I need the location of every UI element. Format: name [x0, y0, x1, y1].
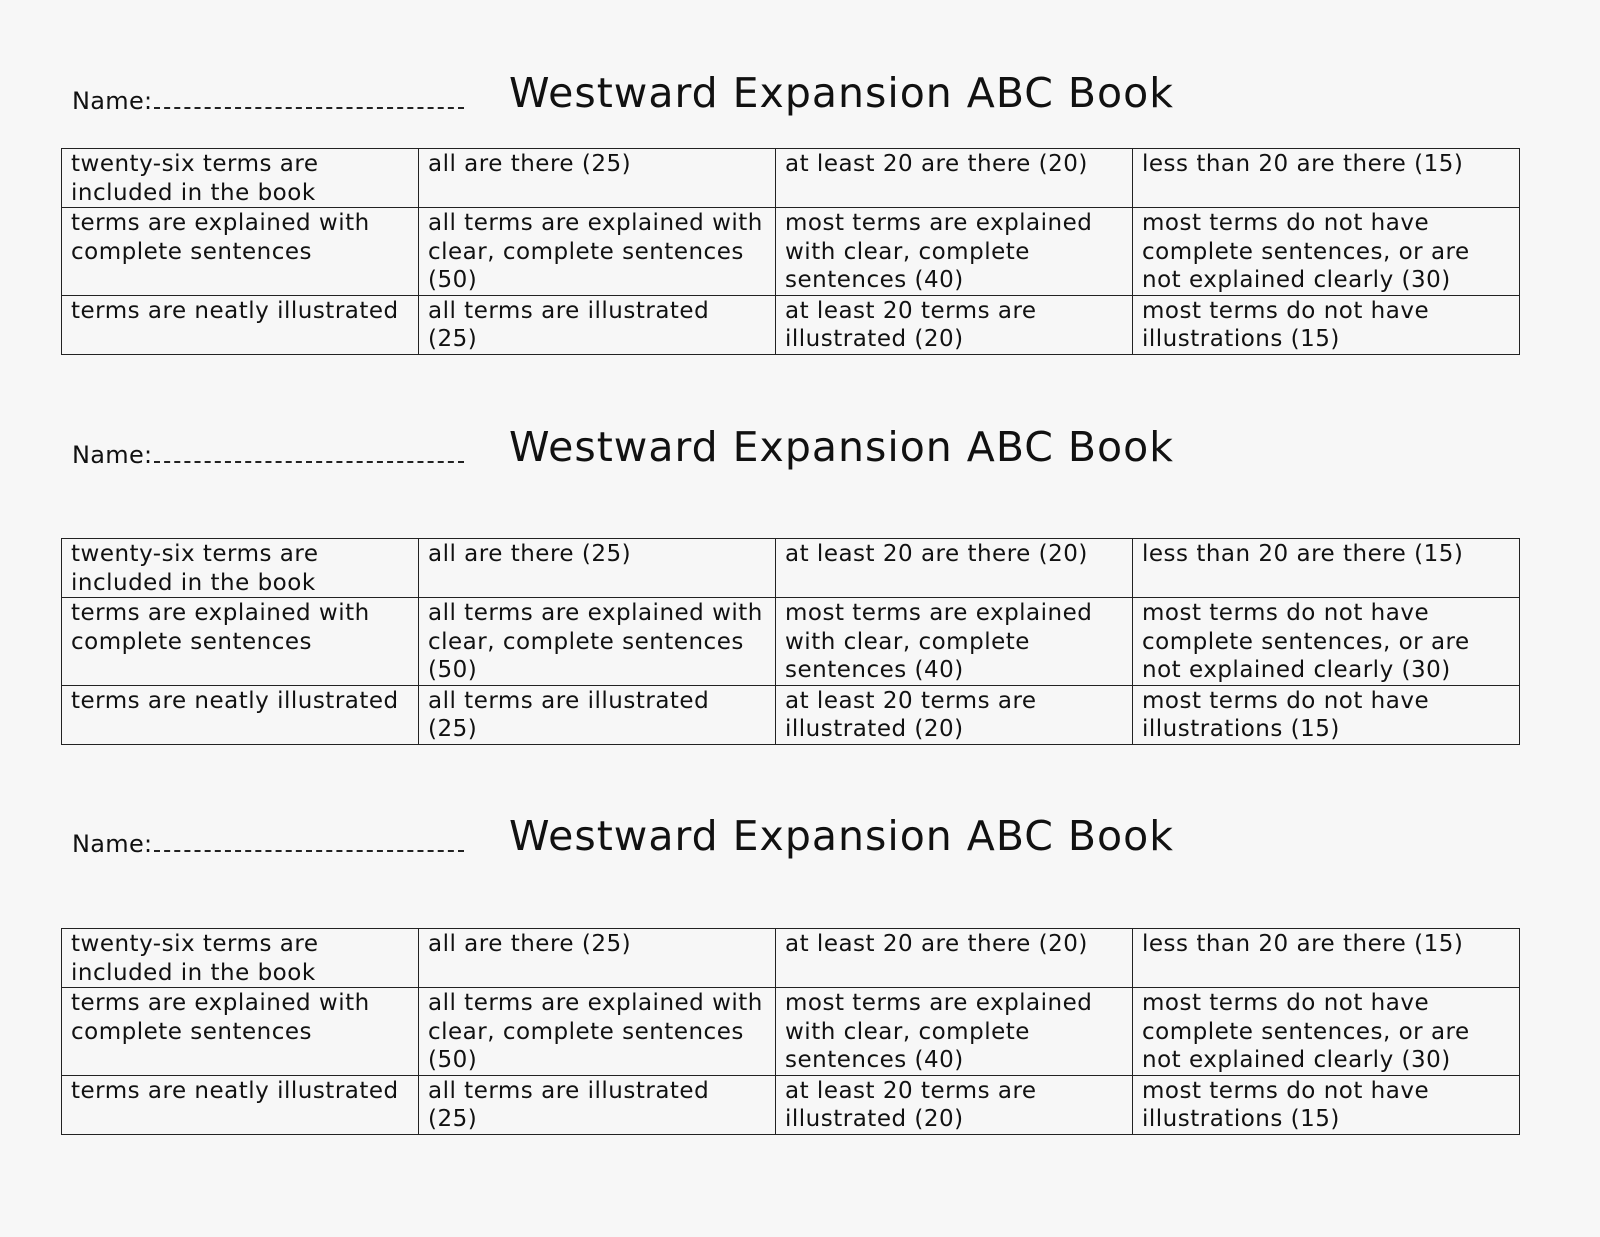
criterion-cell: terms are neatly illustrated — [62, 1075, 419, 1134]
criterion-cell: twenty-six terms are included in the book — [62, 149, 419, 208]
score-cell-top: all terms are illustrated (25) — [419, 1075, 776, 1134]
rubric-header — [61, 798, 1519, 858]
score-cell-mid: at least 20 terms are illustrated (20) — [776, 1075, 1133, 1134]
name-label: Name: — [72, 441, 153, 469]
table-row — [62, 208, 1520, 296]
score-cell-low: most terms do not have illustrations (15) — [1133, 1075, 1520, 1134]
score-cell-mid: at least 20 terms are illustrated (20) — [776, 295, 1133, 354]
criterion-cell: terms are explained with complete sentences — [62, 988, 419, 1076]
table-row — [62, 598, 1520, 686]
score-cell-top: all are there (25) — [419, 149, 776, 208]
table-row — [62, 1075, 1520, 1134]
score-cell-top: all terms are explained with clear, complete sentences (50) — [419, 988, 776, 1076]
score-cell-mid: at least 20 are there (20) — [776, 929, 1133, 988]
name-label: Name: — [72, 87, 153, 115]
rubric-table — [61, 538, 1520, 745]
table-row — [62, 929, 1520, 988]
score-cell-mid: most terms are explained with clear, complete sentences (40) — [776, 988, 1133, 1076]
score-cell-top: all are there (25) — [419, 929, 776, 988]
score-cell-low: less than 20 are there (15) — [1133, 539, 1520, 598]
criterion-cell: terms are explained with complete sentences — [62, 208, 419, 296]
name-blank-line — [154, 461, 464, 463]
score-cell-low: most terms do not have complete sentences, or are not explained clearly (30) — [1133, 208, 1520, 296]
score-cell-low: most terms do not have complete sentences, or are not explained clearly (30) — [1133, 598, 1520, 686]
score-cell-mid: most terms are explained with clear, complete sentences (40) — [776, 208, 1133, 296]
rubric-table — [61, 148, 1520, 355]
score-cell-mid: at least 20 are there (20) — [776, 149, 1133, 208]
name-blank-line — [154, 107, 464, 109]
rubric-title: Westward Expansion ABC Book — [509, 69, 1174, 117]
table-row — [62, 149, 1520, 208]
table-row — [62, 988, 1520, 1076]
name-blank-line — [154, 850, 464, 852]
rubric-title: Westward Expansion ABC Book — [509, 812, 1174, 860]
rubric-header — [61, 409, 1519, 469]
table-row — [62, 685, 1520, 744]
score-cell-top: all terms are explained with clear, complete sentences (50) — [419, 598, 776, 686]
table-row — [62, 295, 1520, 354]
criterion-cell: terms are neatly illustrated — [62, 685, 419, 744]
rubric-table — [61, 928, 1520, 1135]
rubric-title: Westward Expansion ABC Book — [509, 423, 1174, 471]
criterion-cell: twenty-six terms are included in the book — [62, 929, 419, 988]
score-cell-mid: most terms are explained with clear, complete sentences (40) — [776, 598, 1133, 686]
name-label: Name: — [72, 830, 153, 858]
score-cell-mid: at least 20 terms are illustrated (20) — [776, 685, 1133, 744]
criterion-cell: terms are neatly illustrated — [62, 295, 419, 354]
score-cell-top: all terms are illustrated (25) — [419, 685, 776, 744]
score-cell-mid: at least 20 are there (20) — [776, 539, 1133, 598]
score-cell-low: most terms do not have complete sentences, or are not explained clearly (30) — [1133, 988, 1520, 1076]
score-cell-low: less than 20 are there (15) — [1133, 929, 1520, 988]
score-cell-low: most terms do not have illustrations (15) — [1133, 685, 1520, 744]
score-cell-top: all terms are explained with clear, complete sentences (50) — [419, 208, 776, 296]
score-cell-top: all terms are illustrated (25) — [419, 295, 776, 354]
rubric-header — [61, 55, 1519, 115]
criterion-cell: twenty-six terms are included in the book — [62, 539, 419, 598]
score-cell-low: most terms do not have illustrations (15) — [1133, 295, 1520, 354]
table-row — [62, 539, 1520, 598]
criterion-cell: terms are explained with complete sentences — [62, 598, 419, 686]
score-cell-low: less than 20 are there (15) — [1133, 149, 1520, 208]
score-cell-top: all are there (25) — [419, 539, 776, 598]
